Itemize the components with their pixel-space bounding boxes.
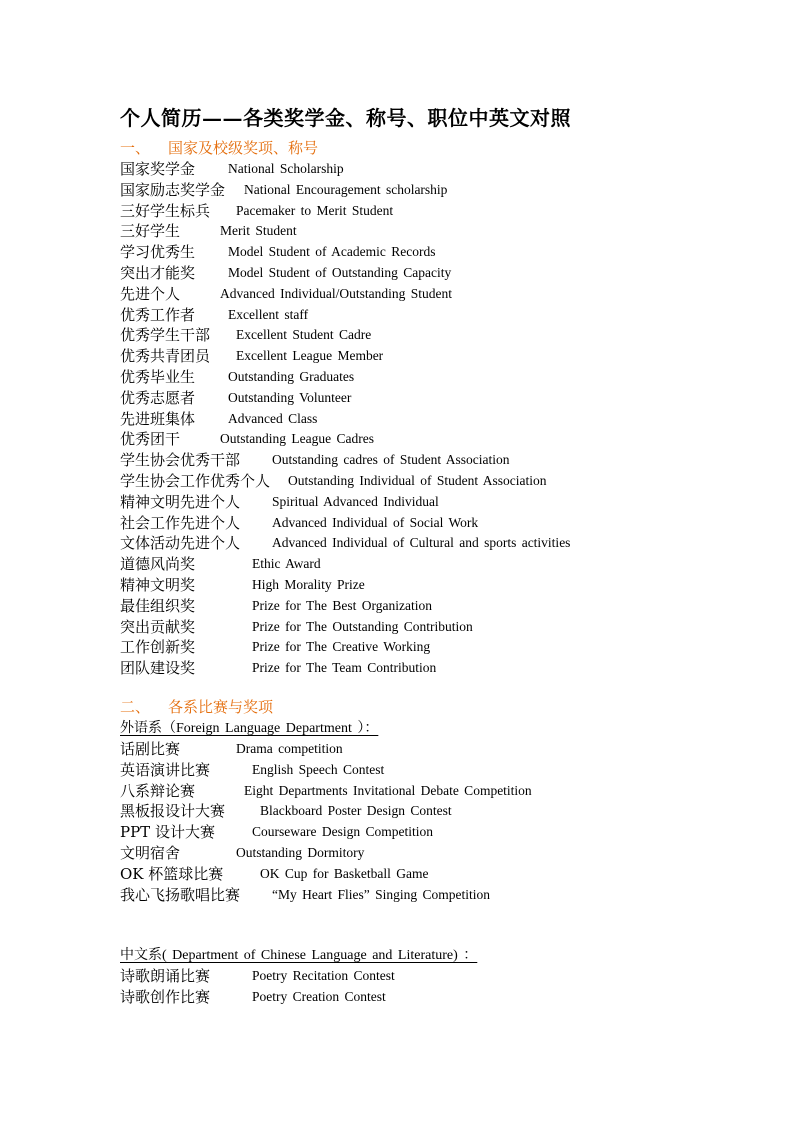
- item-english-name: Excellent staff: [228, 306, 309, 322]
- list-item: [120, 159, 760, 180]
- item-english-name: Prize for The Creative Working: [252, 639, 431, 655]
- list-item: [120, 492, 760, 513]
- item-chinese-name: 优秀毕业生: [120, 367, 196, 386]
- item-chinese-name: 三好学生标兵: [120, 201, 211, 220]
- item-chinese-name: 社会工作先进个人: [120, 513, 241, 532]
- list-item: [120, 367, 760, 388]
- item-chinese-name: 精神文明奖: [120, 575, 196, 594]
- item-chinese-name: OK 杯篮球比赛: [120, 864, 224, 883]
- item-chinese-name: 先进班集体: [120, 409, 196, 428]
- department-label-foreign-language: [120, 718, 760, 739]
- document-page: [120, 104, 760, 1008]
- item-chinese-name: 学生协会优秀干部: [120, 451, 241, 470]
- item-english-name: Advanced Class: [228, 410, 318, 426]
- item-english-name: Poetry Creation Contest: [252, 989, 386, 1005]
- list-item: [120, 637, 760, 658]
- list-item: [120, 658, 760, 679]
- item-chinese-name: 黑板报设计大赛: [120, 802, 226, 821]
- section-number: 二、: [120, 697, 151, 716]
- award-list-national: [120, 159, 760, 679]
- department-label-text: 外语系（Foreign Language Department ）：: [120, 720, 379, 736]
- competition-list-chinese: [120, 966, 760, 1008]
- list-item: [120, 409, 760, 430]
- list-item: [120, 429, 760, 450]
- list-item: [120, 346, 760, 367]
- item-english-name: OK Cup for Basketball Game: [260, 865, 429, 881]
- item-chinese-name: 话剧比赛: [120, 739, 181, 758]
- item-english-name: Courseware Design Competition: [252, 824, 433, 840]
- list-item: [120, 305, 760, 326]
- list-item: [120, 596, 760, 617]
- list-item: [120, 242, 760, 263]
- item-english-name: Excellent Student Cadre: [236, 327, 372, 343]
- list-item: [120, 739, 760, 760]
- item-chinese-name: 英语演讲比赛: [120, 760, 211, 779]
- competition-list-foreign-language: [120, 739, 760, 905]
- item-english-name: Poetry Recitation Contest: [252, 968, 395, 984]
- list-item: [120, 987, 760, 1008]
- item-chinese-name: 团队建设奖: [120, 659, 196, 678]
- item-english-name: Spiritual Advanced Individual: [272, 493, 439, 509]
- item-chinese-name: 诗歌朗诵比赛: [120, 967, 211, 986]
- item-english-name: Outstanding cadres of Student Association: [272, 452, 510, 468]
- item-english-name: Outstanding League Cadres: [220, 431, 374, 447]
- item-chinese-name: 八系辩论赛: [120, 781, 196, 800]
- list-item: [120, 822, 760, 843]
- section-title: 国家及校级奖项、称号: [168, 139, 319, 157]
- item-english-name: Outstanding Dormitory: [236, 844, 365, 860]
- list-item: [120, 760, 760, 781]
- list-item: [120, 617, 760, 638]
- list-item: [120, 554, 760, 575]
- list-item: [120, 471, 760, 492]
- item-english-name: Excellent League Member: [236, 348, 384, 364]
- item-english-name: Model Student of Academic Records: [228, 244, 436, 260]
- item-english-name: “My Heart Flies” Singing Competition: [272, 886, 490, 902]
- department-label-text: 中文系( Department of Chinese Language and Literature) ：: [120, 948, 478, 964]
- list-item: [120, 966, 760, 987]
- item-chinese-name: 我心飞扬歌唱比赛: [120, 885, 241, 904]
- item-chinese-name: 国家奖学金: [120, 160, 196, 178]
- item-chinese-name: 最佳组织奖: [120, 596, 196, 615]
- item-english-name: Merit Student: [220, 223, 297, 239]
- list-item: [120, 201, 760, 222]
- item-chinese-name: 文明宿舍: [120, 843, 181, 862]
- list-item: [120, 843, 760, 864]
- item-chinese-name: 学生协会工作优秀个人: [120, 471, 271, 490]
- item-chinese-name: 文体活动先进个人: [120, 534, 241, 553]
- item-chinese-name: PPT 设计大赛: [120, 823, 215, 842]
- item-chinese-name: 学习优秀生: [120, 243, 196, 262]
- item-chinese-name: 三好学生: [120, 222, 181, 241]
- section-number: 一、: [120, 139, 151, 157]
- item-english-name: High Morality Prize: [252, 576, 365, 592]
- item-english-name: Ethic Award: [252, 556, 321, 572]
- item-chinese-name: 工作创新奖: [120, 638, 196, 657]
- list-item: [120, 801, 760, 822]
- item-english-name: Prize for The Best Organization: [252, 597, 432, 613]
- item-chinese-name: 优秀共青团员: [120, 347, 211, 366]
- list-item: [120, 180, 760, 201]
- item-chinese-name: 突出才能奖: [120, 263, 196, 282]
- list-item: [120, 513, 760, 534]
- item-english-name: Outstanding Individual of Student Association: [288, 472, 547, 488]
- item-english-name: National Scholarship: [228, 161, 344, 176]
- list-item: [120, 450, 760, 471]
- item-english-name: Outstanding Volunteer: [228, 389, 352, 405]
- list-item: [120, 885, 760, 906]
- item-english-name: Advanced Individual of Social Work: [272, 514, 479, 530]
- item-chinese-name: 优秀工作者: [120, 305, 196, 324]
- item-chinese-name: 精神文明先进个人: [120, 492, 241, 511]
- section-heading-2: [120, 697, 760, 718]
- item-english-name: Model Student of Outstanding Capacity: [228, 264, 452, 280]
- list-item: [120, 325, 760, 346]
- page-title: 个人简历——各类奖学金、称号、职位中英文对照: [120, 106, 571, 130]
- list-item: [120, 533, 760, 554]
- list-item: [120, 263, 760, 284]
- item-english-name: National Encouragement scholarship: [244, 181, 448, 197]
- department-label-chinese: [120, 945, 760, 966]
- item-english-name: Advanced Individual/Outstanding Student: [220, 285, 452, 301]
- item-english-name: Pacemaker to Merit Student: [236, 202, 394, 218]
- item-english-name: Advanced Individual of Cultural and sports activities: [272, 535, 571, 551]
- item-chinese-name: 优秀志愿者: [120, 388, 196, 407]
- list-item: [120, 781, 760, 802]
- item-english-name: Prize for The Team Contribution: [252, 660, 437, 676]
- item-chinese-name: 突出贡献奖: [120, 617, 196, 636]
- list-item: [120, 575, 760, 596]
- item-chinese-name: 诗歌创作比赛: [120, 988, 211, 1007]
- item-english-name: Prize for The Outstanding Contribution: [252, 618, 473, 634]
- item-english-name: English Speech Contest: [252, 761, 385, 777]
- item-chinese-name: 先进个人: [120, 284, 181, 303]
- item-english-name: Outstanding Graduates: [228, 368, 355, 384]
- item-chinese-name: 优秀学生干部: [120, 326, 211, 345]
- list-item: [120, 388, 760, 409]
- item-chinese-name: 道德风尚奖: [120, 555, 196, 574]
- list-item: [120, 221, 760, 242]
- item-english-name: Drama competition: [236, 740, 343, 756]
- item-english-name: Blackboard Poster Design Contest: [260, 803, 452, 819]
- list-item: [120, 864, 760, 885]
- item-chinese-name: 国家励志奖学金: [120, 180, 226, 199]
- item-chinese-name: 优秀团干: [120, 430, 181, 449]
- list-item: [120, 284, 760, 305]
- section-heading-1: [120, 138, 760, 159]
- item-english-name: Eight Departments Invitational Debate Competition: [244, 782, 532, 798]
- section-title: 各系比赛与奖项: [168, 697, 274, 716]
